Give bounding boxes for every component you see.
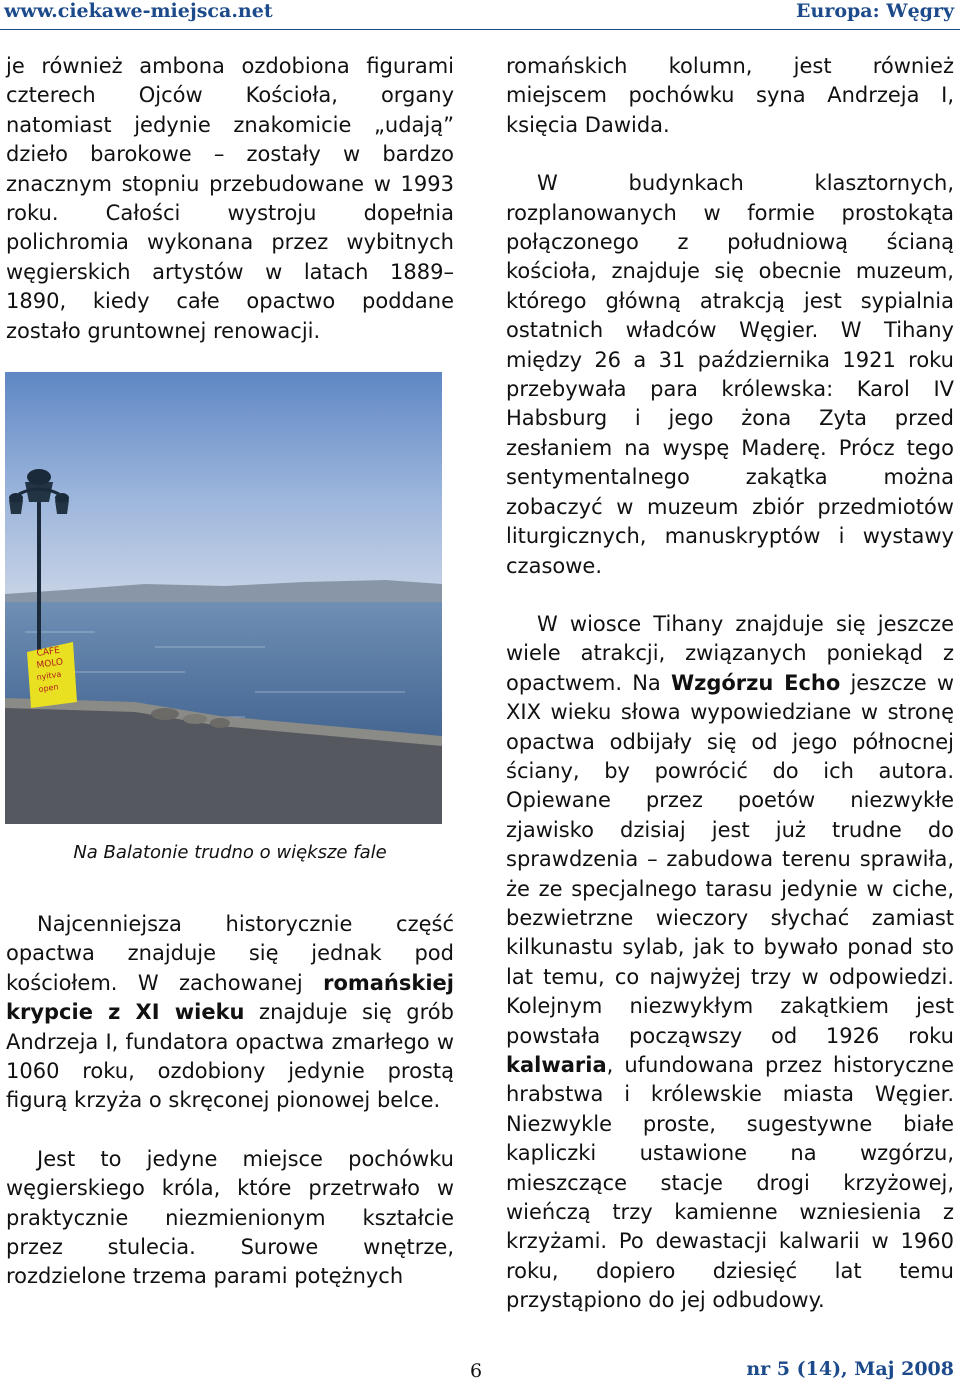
paragraph: Jest to jedyne miejsce pochówku węgierskiego króla, które przetrwało w praktycznie niezmienionym kształcie przez stulecia. Surowe wnętrze, rozdzielone trzema parami potężnych: [6, 1146, 454, 1289]
text-run: , ufundowana przez historyczne hrabstwa i królewskie miasta Węgier. Niezwykle proste, sugestywne białe kapliczki ustawione na wzgórzu, mieszczące stacje drogi krzyżowej, wieńczą trzy kamienne wzniesienia z krzyżami. Po dewastacji kalwarii w 1960 roku, dopiero dziesięć lat temu przystąpiono do jej odbudowy.: [506, 1053, 954, 1313]
paragraph: romańskich kolumn, jest również miejscem pochówku syna Andrzeja I, księcia Dawida.: [506, 54, 954, 137]
text-run: W wiosce Tihany znajduje się jeszcze wiele atrakcji, związanych poniekąd z opactwem. Na: [506, 611, 954, 695]
lake-scene-image: [5, 372, 442, 824]
left-column-top: [6, 52, 454, 375]
page-header: [0, 0, 960, 34]
header-rule: [0, 29, 960, 30]
site-url[interactable]: www.ciekawe-miejsca.net: [4, 0, 273, 22]
cafe-sign: [27, 642, 77, 708]
sign-line-1: CAFE: [36, 645, 61, 659]
text-run: znajduje się grób Andrzeja I, fundatora opactwa zmarłego w 1060 roku, ozdobiony jedynie prostą figurą krzyża o skręconej pionowej belce.: [6, 1000, 454, 1113]
text-run: jeszcze w XIX wieku słowa wypowiedziane w stronę opactwa odbijały się od jego północnej ściany, by powrócić do ich autora. Opiewane przez poetów niezwykłe zjawisko dzisiaj jest już trudne do sprawdzenia – zabudowa terenu sprawiła, że ze specjalnego tarasu jedynie w ciche, bezwietrzne wieczory słychać zamiast kilkunastu sylab, jak to bywało ponad sto lat temu, co najwyżej trzy w odpowiedzi. Kolejnym niezwykłym zakątkiem jest powstała począwszy od 1926 roku: [506, 670, 954, 1048]
section-title: Europa: Węgry: [796, 0, 954, 22]
text-run: Najcenniejsza historycznie część opactwa znajduje się jednak pod kościołem. W zachowanej: [6, 912, 454, 995]
sign-line-4: open: [38, 682, 60, 694]
issue-label: nr 5 (14), Maj 2008: [746, 1358, 954, 1380]
sign-line-3: nyitva: [36, 669, 62, 682]
left-column-bottom: [6, 910, 454, 1321]
paragraph: [6, 910, 454, 1116]
page-number: 6: [470, 1360, 483, 1382]
balaton-photo: [5, 372, 442, 824]
paragraph: W budynkach klasztornych, rozplanowanych w formie prostokąta połączonego z południową ścianą kościoła, znajduje się obecnie muzeum, którego główną atrakcją jest sypialnia ostatnich władców Węgier. W Tihany między 26 a 31 października 1921 roku przebywała para królewska: Karol IV Habsburg i jego żona Zyta przed zesłaniem na wyspę Maderę. Prócz tego sentymentalnego zakątka można zobaczyć w muzeum zbiór przedmiotów liturgicznych, manuskryptów i wystawy czasowe.: [506, 171, 954, 578]
bold-term: kalwaria: [506, 1053, 607, 1077]
bold-term: Wzgórzu Echo: [670, 670, 841, 695]
photo-caption: Na Balatonie trudno o większe fale: [73, 842, 387, 863]
paragraph: je również ambona ozdobiona figurami czterech Ojców Kościoła, organy natomiast jedynie znakomicie „udają” dzieło barokowe – zostały w bardzo znacznym stopniu przebudowane w 1993 roku. Całości wystroju dopełnia polichromia wykonana przez wybitnych węgierskich artystów w latach 1889–1890, kiedy całe opactwo poddane zostało gruntownej renowacji.: [6, 54, 454, 343]
right-column: [506, 52, 954, 1345]
sign-line-2: MOLO: [36, 657, 64, 671]
bold-term: romańskiej krypcie z XI wieku: [6, 970, 454, 1025]
paragraph: [506, 610, 954, 1316]
